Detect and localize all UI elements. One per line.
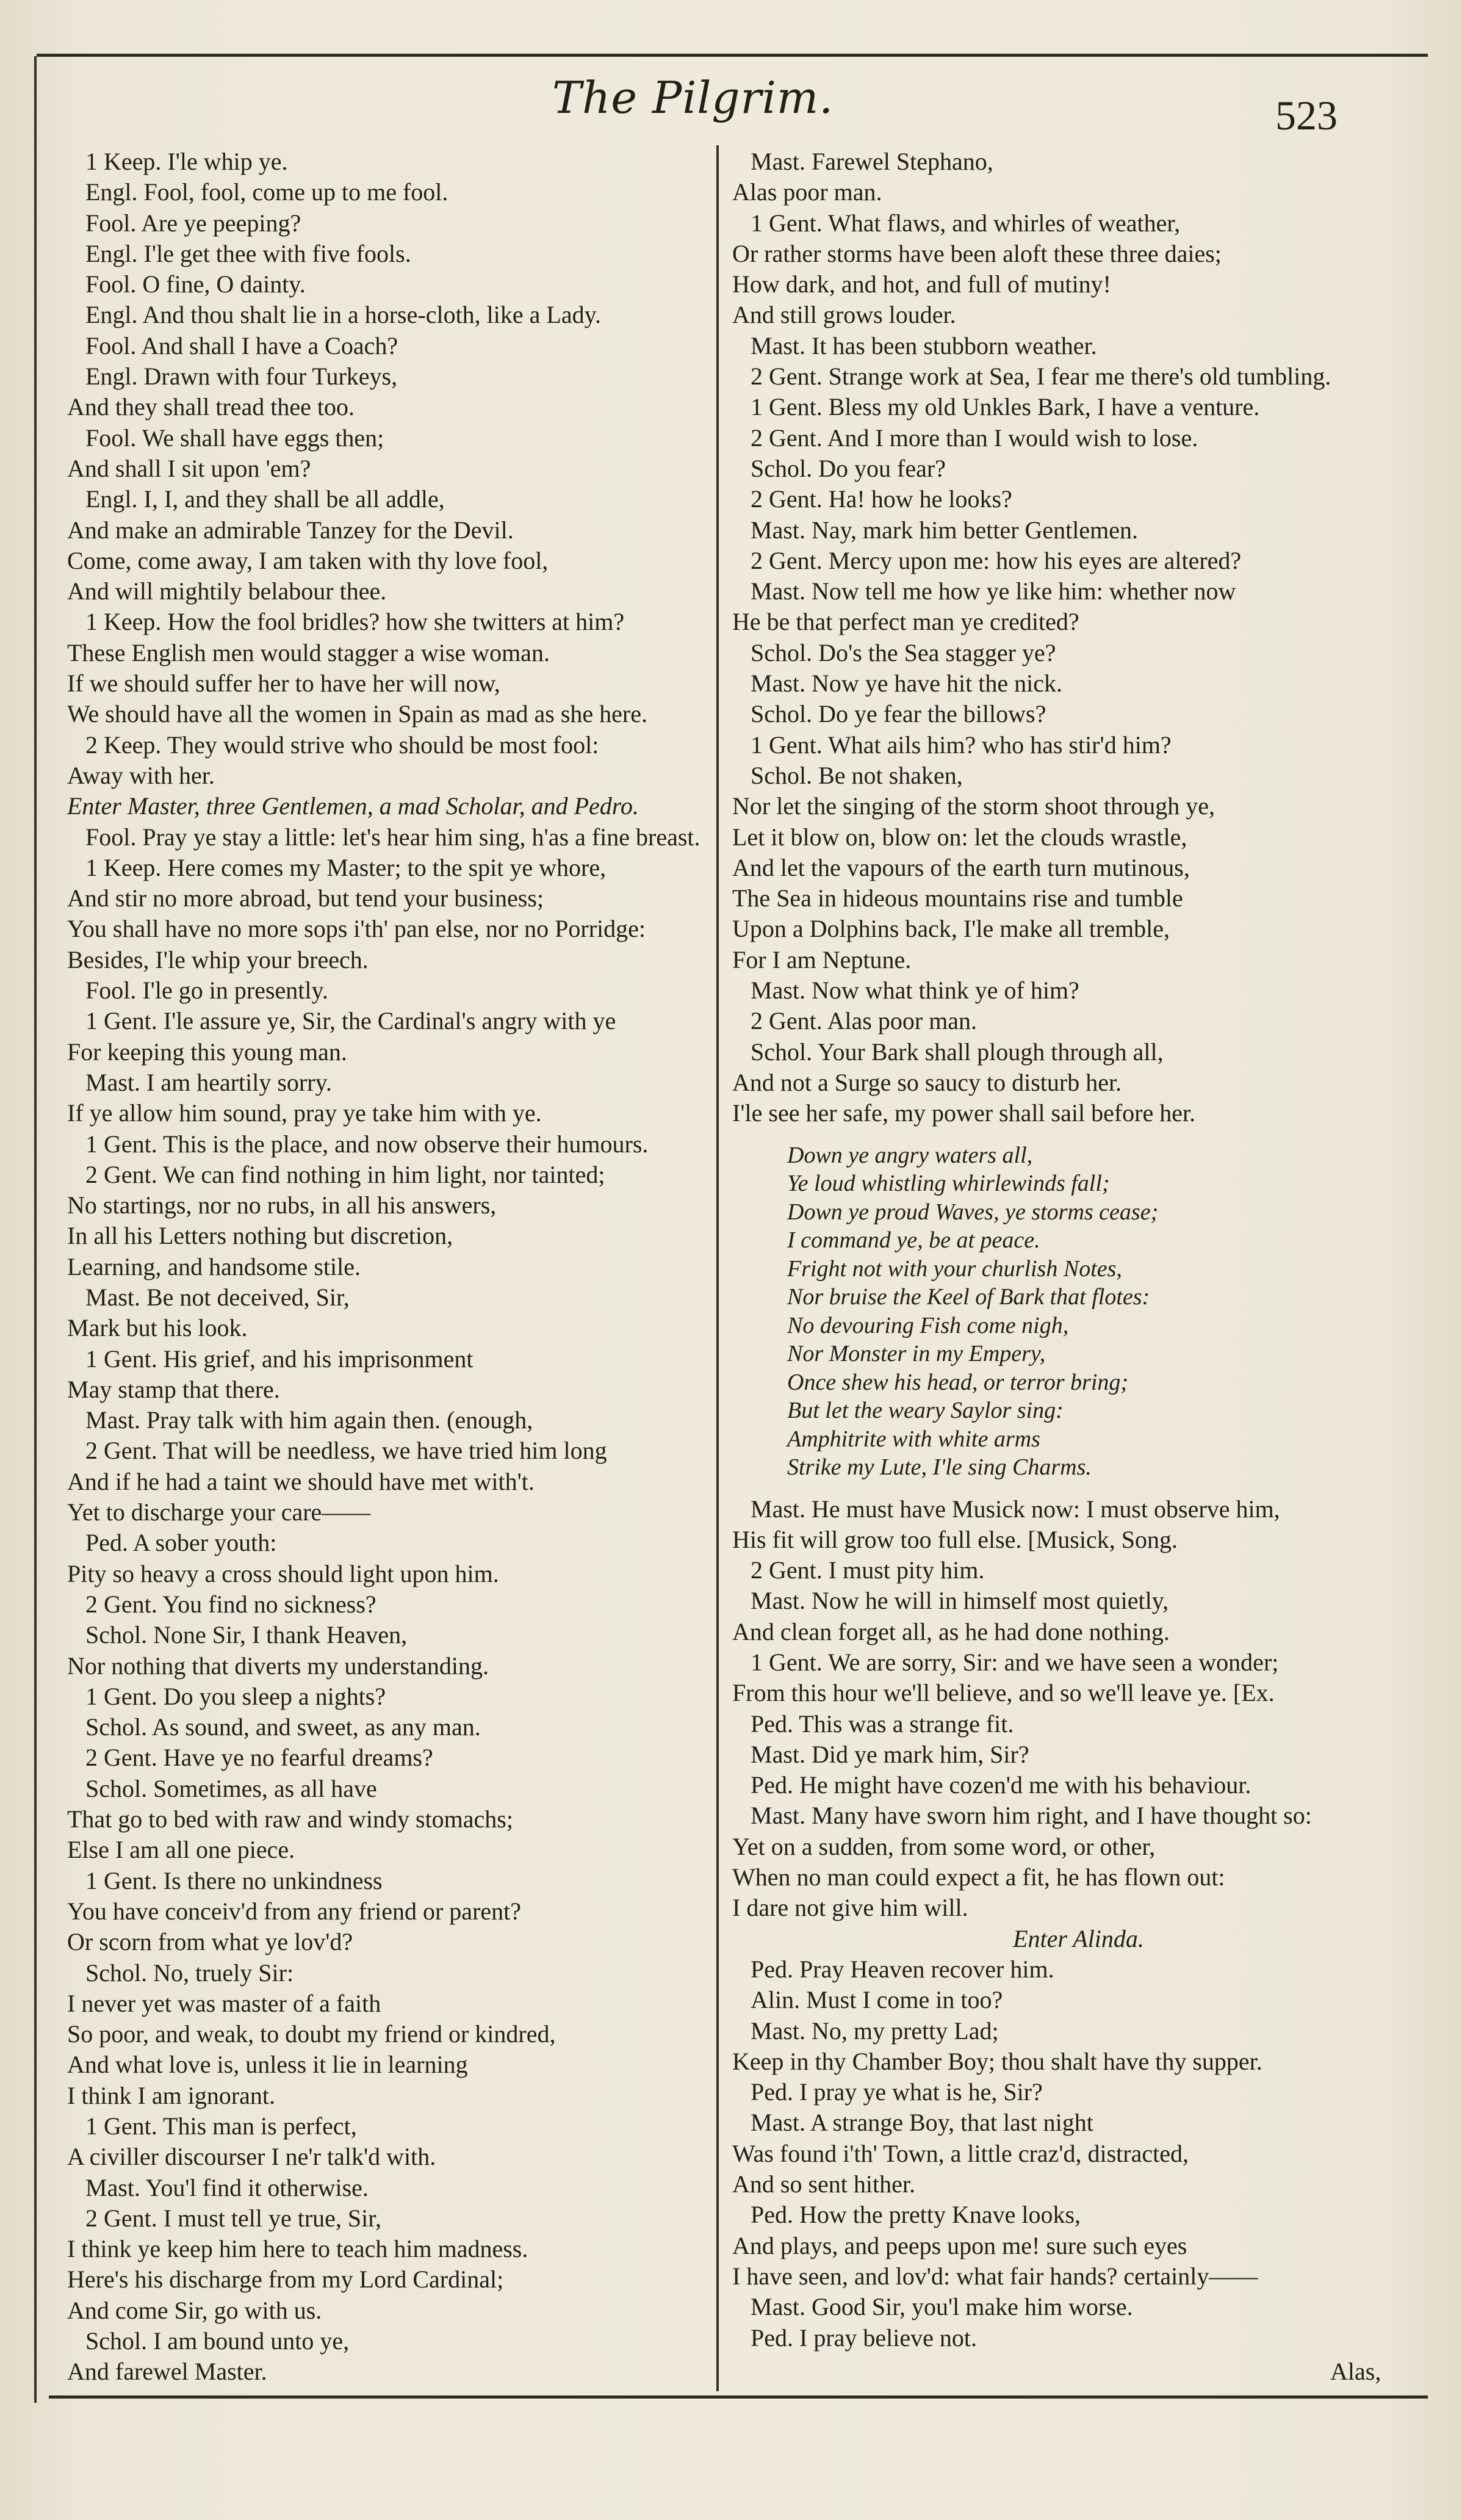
text-line: And let the vapours of the earth turn mutinous, [732, 853, 1190, 881]
text-line: Ped. A sober youth: [85, 1529, 277, 1557]
text-line: Enter Master, three Gentlemen, a mad Scholar, and Pedro. [67, 792, 639, 820]
text-line: Fool. Pray ye stay a little: let's hear him sing, h'as a fine breast. [85, 823, 700, 851]
song-line: Nor Monster in my Empery, [787, 1341, 1046, 1367]
text-line: And what love is, unless it lie in learning [67, 2051, 468, 2079]
text-line: Ped. I pray believe not. [751, 2323, 977, 2352]
text-line: And make an admirable Tanzey for the Devil. [67, 516, 514, 544]
text-line: 1 Keep. How the fool bridles? how she twitters at him? [85, 608, 625, 636]
text-line: 1 Keep. Here comes my Master; to the spit ye whore, [85, 853, 607, 881]
text-line: 2 Keep. They would strive who should be most fool: [85, 731, 599, 759]
song-line: Strike my Lute, I'le sing Charms. [787, 1454, 1092, 1480]
text-line: And clean forget all, as he had done nothing. [732, 1617, 1170, 1645]
text-line: Schol. Sometimes, as all have [85, 1774, 377, 1802]
song-line: Down ye proud Waves, ye storms cease; [787, 1199, 1159, 1225]
text-line: Fool. And shall I have a Coach? [85, 331, 398, 359]
text-line: 2 Gent. Mercy upon me: how his eyes are altered? [751, 546, 1242, 574]
text-line: 1 Gent. This is the place, and now observe their humours. [85, 1130, 649, 1158]
text-line: Schol. Be not shaken, [751, 761, 963, 789]
text-line: 1 Gent. What ails him? who has stir'd him? [751, 731, 1172, 759]
text-line: Come, come away, I am taken with thy love fool, [67, 546, 549, 574]
catchword: Alas, [1330, 2358, 1381, 2385]
text-line: Mast. Pray talk with him again then. (enough, [85, 1406, 533, 1434]
text-line: From this hour we'll believe, and so we'll leave ye. [Ex. [732, 1679, 1275, 1707]
text-line: 1 Gent. Bless my old Unkles Bark, I have a venture. [751, 393, 1260, 421]
text-line: For keeping this young man. [67, 1038, 347, 1066]
song-line: No devouring Fish come nigh, [787, 1312, 1069, 1338]
text-line: His fit will grow too full else. [Musick, Song. [732, 1525, 1178, 1553]
text-line: I think ye keep him here to teach him madness. [67, 2235, 528, 2263]
text-line: And if he had a taint we should have met with't. [67, 1467, 535, 1495]
text-line: Learning, and handsome stile. [67, 1252, 361, 1280]
song-line: Down ye angry waters all, [787, 1142, 1033, 1168]
text-line: 2 Gent. You find no sickness? [85, 1590, 376, 1618]
text-line: 2 Gent. I must tell ye true, Sir, [85, 2204, 381, 2232]
text-line: Ped. This was a strange fit. [751, 1709, 1014, 1738]
text-line: Schol. I am bound unto ye, [85, 2327, 350, 2355]
text-line: 1 Gent. His grief, and his imprisonment [85, 1345, 474, 1373]
song-gap [732, 1129, 1425, 1141]
text-line: Was found i'th' Town, a little craz'd, distracted, [732, 2139, 1189, 2167]
text-line: And still grows louder. [732, 301, 956, 329]
text-line: Schol. Your Bark shall plough through all, [751, 1038, 1164, 1066]
text-line: We should have all the women in Spain as mad as she here. [67, 700, 647, 728]
text-line: I never yet was master of a faith [67, 1989, 381, 2017]
text-line: For I am Neptune. [732, 945, 912, 973]
text-line: Mast. Now what think ye of him? [751, 977, 1079, 1005]
right-text-column [732, 146, 1425, 2353]
text-line: Or scorn from what ye lov'd? [67, 1928, 353, 1956]
text-line: Mast. Be not deceived, Sir, [85, 1283, 350, 1311]
text-line: Ped. I pray ye what is he, Sir? [751, 2078, 1043, 2106]
song-line: I command ye, be at peace. [787, 1227, 1040, 1253]
text-line: Here's his discharge from my Lord Cardinal; [67, 2265, 504, 2294]
text-line: 2 Gent. Alas poor man. [751, 1007, 978, 1035]
text-line: Fool. We shall have eggs then; [85, 424, 384, 452]
text-line: Nor let the singing of the storm shoot through ye, [732, 792, 1215, 820]
text-line: Ped. He might have cozen'd me with his behaviour. [751, 1771, 1251, 1799]
text-line: 1 Gent. We are sorry, Sir: and we have seen a wonder; [751, 1648, 1279, 1676]
text-line: Mast. Nay, mark him better Gentlemen. [751, 516, 1138, 544]
text-line: Yet to discharge your care—— [67, 1498, 371, 1526]
text-line: Or rather storms have been aloft these three daies; [732, 239, 1222, 267]
text-line: And farewel Master. [67, 2358, 267, 2386]
text-line: Yet on a sudden, from some word, or other, [732, 1832, 1156, 1860]
text-line: Schol. None Sir, I thank Heaven, [85, 1621, 408, 1649]
text-line: And shall I sit upon 'em? [67, 454, 311, 482]
text-line: Schol. No, truely Sir: [85, 1959, 294, 1987]
text-line: 1 Gent. What flaws, and whirles of weather, [751, 209, 1181, 237]
song-line: Nor bruise the Keel of Bark that flotes: [787, 1284, 1150, 1310]
text-line: Ped. Pray Heaven recover him. [751, 1955, 1054, 1983]
text-line: 2 Gent. Ha! how he looks? [751, 485, 1012, 513]
text-line: Upon a Dolphins back, I'le make all tremble, [732, 915, 1170, 943]
text-line: And will mightily belabour thee. [67, 577, 387, 605]
text-line: I have seen, and lov'd: what fair hands? certainly—— [732, 2262, 1258, 2290]
text-line: 2 Gent. Strange work at Sea, I fear me there's old tumbling. [751, 363, 1331, 391]
running-title: The Pilgrim. [552, 72, 834, 123]
text-line: Enter Alinda. [1013, 1924, 1144, 1952]
text-line: Engl. I, I, and they shall be all addle, [85, 485, 445, 513]
text-line: A civiller discourser I ne'r talk'd with. [67, 2143, 436, 2171]
text-line: Alin. Must I come in too? [751, 1986, 1003, 2014]
text-line: In all his Letters nothing but discretion, [67, 1222, 453, 1250]
page-number: 523 [1275, 92, 1338, 139]
text-line: And stir no more abroad, but tend your business; [67, 884, 544, 912]
text-line: Engl. Fool, fool, come up to me fool. [85, 178, 448, 206]
text-line: Mast. You'l find it otherwise. [85, 2173, 369, 2201]
text-line: Fool. Are ye peeping? [85, 209, 301, 237]
text-line: Ped. How the pretty Knave looks, [751, 2201, 1081, 2229]
text-line: Mast. He must have Musick now: I must observe him, [751, 1495, 1280, 1523]
text-line: Schol. As sound, and sweet, as any man. [85, 1713, 481, 1741]
song-line: But let the weary Saylor sing: [787, 1398, 1064, 1423]
text-line: Else I am all one piece. [67, 1836, 295, 1864]
text-line: And not a Surge so saucy to disturb her. [732, 1068, 1122, 1096]
top-rule [37, 54, 1428, 57]
text-line: You have conceiv'd from any friend or parent? [67, 1897, 522, 1925]
text-line: I'le see her safe, my power shall sail before her. [732, 1099, 1196, 1127]
text-line: Engl. And thou shalt lie in a horse-cloth, like a Lady. [85, 301, 601, 329]
song-line: Ye loud whistling whirlewinds fall; [787, 1171, 1110, 1196]
text-line: Nor nothing that diverts my understanding. [67, 1652, 489, 1680]
text-line: If we should suffer her to have her will now, [67, 670, 500, 698]
text-line: Engl. I'le get thee with five fools. [85, 239, 411, 267]
text-line: Engl. Drawn with four Turkeys, [85, 363, 398, 391]
text-line: These English men would stagger a wise woman. [67, 638, 550, 666]
text-line: The Sea in hideous mountains rise and tumble [732, 884, 1183, 912]
text-line: Mast. Farewel Stephano, [751, 148, 993, 175]
text-line: Mark but his look. [67, 1314, 248, 1342]
song-line: Amphitrite with white arms [787, 1426, 1040, 1452]
song-gap [732, 1482, 1425, 1494]
text-line: 2 Gent. And I more than I would wish to lose. [751, 424, 1198, 452]
text-line: Mast. Now tell me how ye like him: whether now [751, 577, 1236, 605]
text-line: 2 Gent. Have ye no fearful dreams? [85, 1744, 433, 1772]
text-line: Schol. Do you fear? [751, 454, 946, 482]
text-line: Mast. No, my pretty Lad; [751, 2016, 999, 2045]
text-line: Mast. Many have sworn him right, and I have thought so: [751, 1802, 1312, 1830]
text-line: Mast. I am heartily sorry. [85, 1068, 332, 1096]
text-line: Away with her. [67, 761, 215, 789]
text-line: 1 Gent. This man is perfect, [85, 2112, 357, 2140]
text-line: Let it blow on, blow on: let the clouds wrastle, [732, 823, 1187, 851]
text-line: I think I am ignorant. [67, 2081, 276, 2109]
text-line: Mast. Now he will in himself most quietly, [751, 1587, 1169, 1615]
text-line: 2 Gent. That will be needless, we have tried him long [85, 1437, 607, 1465]
text-line: 2 Gent. I must pity him. [751, 1556, 985, 1584]
column-divider-rule [716, 145, 719, 2391]
text-line: 1 Keep. I'le whip ye. [85, 148, 288, 175]
text-line: And they shall tread thee too. [67, 393, 355, 421]
text-line: Besides, I'le whip your breech. [67, 945, 369, 973]
text-line: So poor, and weak, to doubt my friend or kindred, [67, 2020, 556, 2048]
left-text-column [67, 146, 708, 2388]
text-line: Fool. I'le go in presently. [85, 977, 328, 1005]
text-line: If ye allow him sound, pray ye take him with ye. [67, 1099, 542, 1127]
text-line: Mast. Good Sir, you'l make him worse. [751, 2293, 1133, 2321]
text-line: When no man could expect a fit, he has flown out: [732, 1863, 1225, 1891]
text-line: Mast. Did ye mark him, Sir? [751, 1740, 1029, 1768]
text-line: Mast. A strange Boy, that last night [751, 2109, 1093, 2137]
song-line: Fright not with your churlish Notes, [787, 1255, 1122, 1282]
text-line: Schol. Do ye fear the billows? [751, 700, 1046, 728]
text-line: I dare not give him will. [732, 1894, 968, 1922]
text-line: That go to bed with raw and windy stomachs; [67, 1805, 513, 1833]
text-line: No startings, nor no rubs, in all his answers, [67, 1191, 497, 1219]
text-line: You shall have no more sops i'th' pan else, nor no Porridge: [67, 915, 646, 943]
text-line: May stamp that there. [67, 1375, 280, 1403]
text-line: Schol. Do's the Sea stagger ye? [751, 638, 1056, 666]
text-line: 1 Gent. Do you sleep a nights? [85, 1682, 386, 1710]
text-line: Mast. Now ye have hit the nick. [751, 670, 1062, 698]
text-line: Pity so heavy a cross should light upon him. [67, 1559, 499, 1587]
song-line: Once shew his head, or terror bring; [787, 1369, 1129, 1395]
text-line: Alas poor man. [732, 178, 882, 206]
text-line: How dark, and hot, and full of mutiny! [732, 270, 1111, 298]
text-line: 1 Gent. Is there no unkindness [85, 1866, 383, 1894]
text-line: And come Sir, go with us. [67, 2296, 322, 2324]
text-line: Keep in thy Chamber Boy; thou shalt have thy supper. [732, 2047, 1262, 2075]
text-line: Fool. O fine, O dainty. [85, 270, 306, 298]
text-line: And so sent hither. [732, 2170, 915, 2198]
left-border-rule [34, 56, 37, 2403]
bottom-rule [49, 2395, 1428, 2399]
text-line: He be that perfect man ye credited? [732, 608, 1079, 636]
text-line: Mast. It has been stubborn weather. [751, 331, 1097, 359]
text-line: 1 Gent. I'le assure ye, Sir, the Cardinal's angry with ye [85, 1007, 616, 1035]
text-line: And plays, and peeps upon me! sure such eyes [732, 2231, 1187, 2259]
text-line: 2 Gent. We can find nothing in him light, nor tainted; [85, 1160, 605, 1188]
